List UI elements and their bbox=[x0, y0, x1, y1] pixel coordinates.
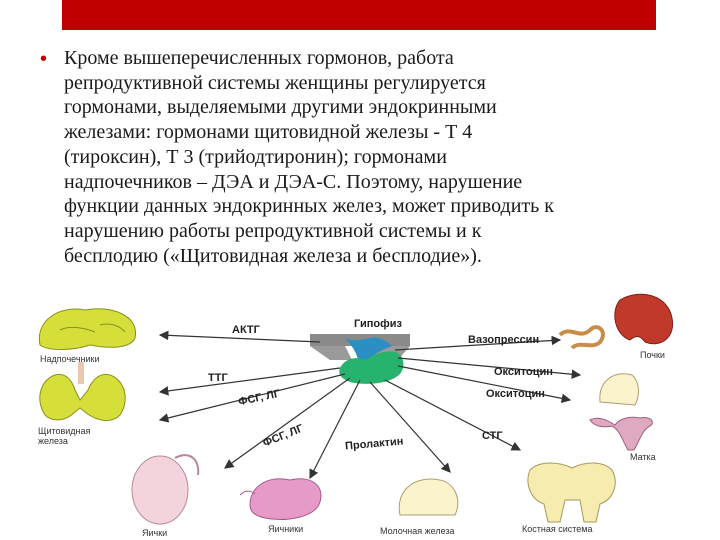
hormone-label-prolactin: Пролактин bbox=[344, 435, 404, 453]
text-line: надпочечников – ДЭА и ДЭА-С. Поэтому, нарушение bbox=[64, 170, 523, 193]
uterus-icon bbox=[590, 417, 652, 450]
organ-label-mammary: Молочная железа bbox=[380, 526, 455, 536]
ovaries-icon bbox=[240, 479, 321, 520]
bone-system-icon bbox=[528, 463, 615, 522]
organ-label-thyroid: Щитовидная железа bbox=[38, 426, 91, 446]
text-line: репродуктивной системы женщины регулируется bbox=[64, 71, 486, 94]
pituitary-icon bbox=[310, 334, 410, 384]
bullet-marker: • bbox=[40, 48, 48, 70]
hormone-label-oxytocin-1: Окситоцин bbox=[494, 366, 553, 378]
organ-label-uterus: Матка bbox=[630, 452, 656, 462]
hormone-label-oxytocin-2: Окситоцин bbox=[486, 388, 545, 400]
thyroid-gland-icon bbox=[40, 362, 125, 421]
organ-label-kidneys: Почки bbox=[640, 350, 665, 360]
pituitary-label: Гипофиз bbox=[354, 318, 402, 330]
testes-icon bbox=[132, 455, 198, 524]
organ-label-ovaries: Яичники bbox=[268, 524, 304, 534]
text-line: железами: гормонами щитовидной железы - Т 4 bbox=[64, 121, 473, 144]
hormone-label-vasopressin: Вазопрессин bbox=[468, 334, 540, 346]
text-line: (тироксин), Т 3 (трийодтиронин); гормонами bbox=[64, 145, 447, 168]
mammary-icon-right bbox=[600, 374, 639, 405]
hormone-label-fsg-lg-bottom: ФСГ, ЛГ bbox=[261, 422, 306, 450]
title-bar bbox=[62, 0, 656, 30]
text-line: функции данных эндокринных желез, может приводить к bbox=[64, 195, 554, 218]
organ-label-bone: Костная система bbox=[522, 524, 593, 534]
hormone-label-actg: АКТГ bbox=[232, 324, 260, 336]
hormone-label-ttg: ТТГ bbox=[208, 372, 228, 384]
hormone-label-stg: СТГ bbox=[482, 430, 503, 442]
hormone-diagram bbox=[0, 290, 720, 540]
organ-label-adrenal: Надпочечники bbox=[40, 354, 100, 364]
bullet-text bbox=[64, 46, 684, 268]
text-line: Кроме вышеперечисленных гормонов, работа bbox=[64, 47, 454, 69]
text-line: нарушению работы репродуктивной системы и к bbox=[64, 219, 482, 242]
kidney-icon bbox=[560, 294, 673, 348]
mammary-gland-icon bbox=[399, 479, 457, 515]
organ-label-testes: Яички bbox=[142, 528, 168, 538]
adrenal-gland-icon bbox=[39, 309, 135, 350]
text-line: гормонами, выделяемыми другими эндокринными bbox=[64, 96, 497, 119]
hormone-label-fsg-lg-left: ФСГ, ЛГ bbox=[237, 387, 282, 409]
text-line: бесплодию («Щитовидная железа и бесплодие»). bbox=[64, 244, 482, 267]
